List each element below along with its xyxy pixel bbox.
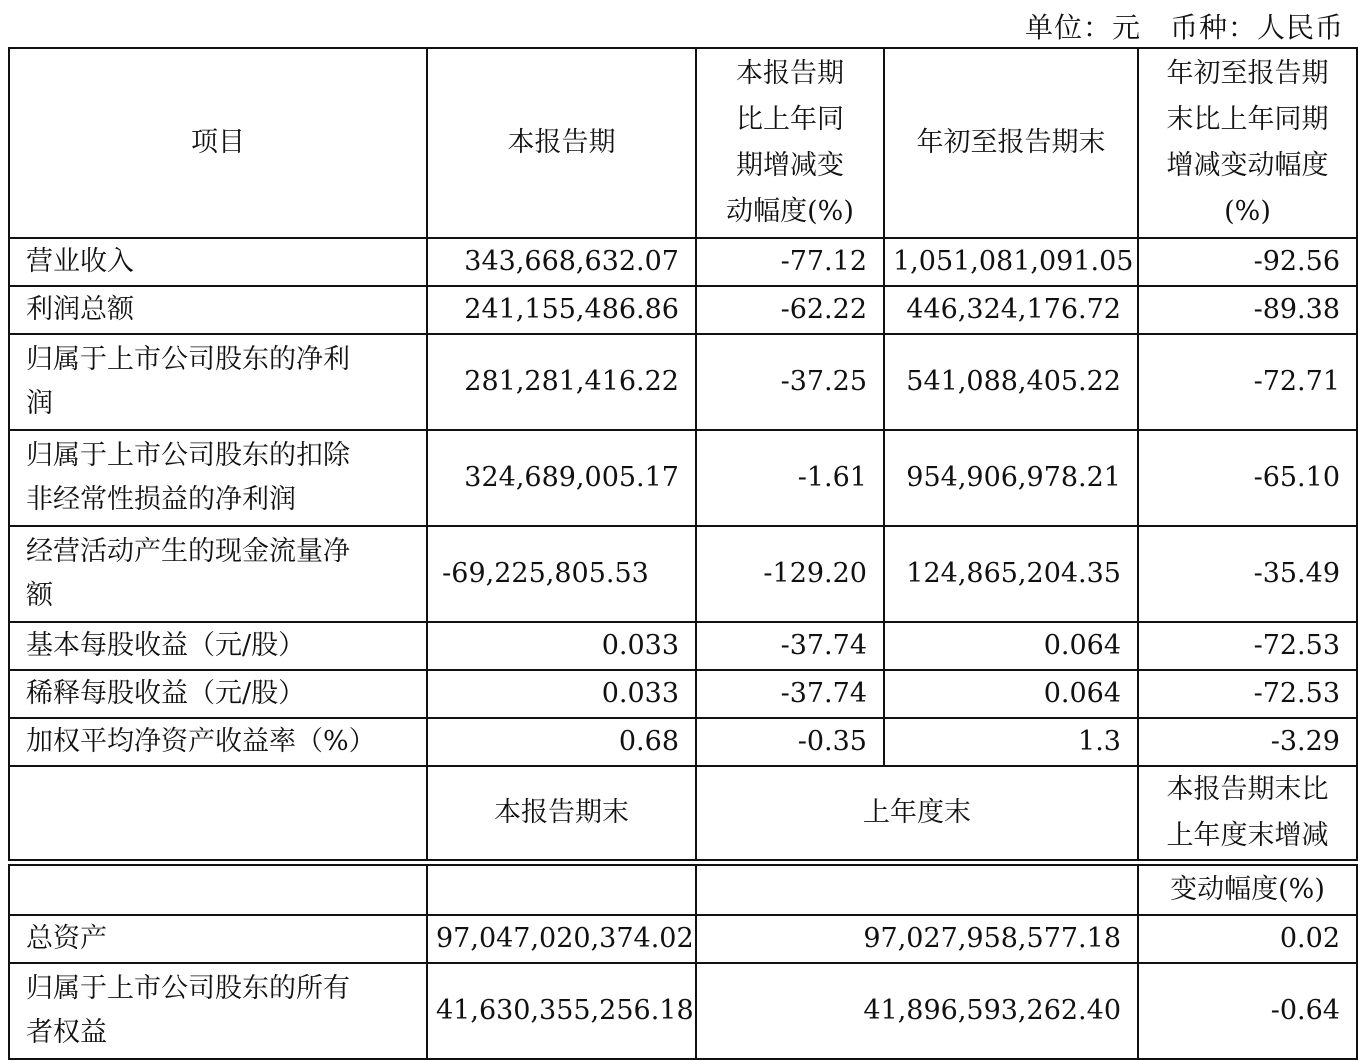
row-current-value: 0.033 [427, 670, 696, 718]
table-row [9, 526, 1357, 622]
table-row [9, 915, 1357, 963]
table-row [9, 286, 1357, 334]
row-yoy-value: -77.12 [696, 238, 884, 286]
balance-header-empty-cell [696, 865, 1138, 915]
balance-header-change-bottom: 变动幅度(%) [1138, 865, 1357, 915]
balance-header-continuation-row [9, 865, 1357, 915]
row-current-value: 0.033 [427, 622, 696, 670]
balance-row-item-label: 总资产 [9, 915, 427, 963]
row-item-label: 稀释每股收益（元/股） [9, 670, 427, 718]
row-current-value: 343,668,632.07 [427, 238, 696, 286]
row-item-label: 经营活动产生的现金流量净 额 [9, 526, 427, 622]
table-row [9, 670, 1357, 718]
balance-header-change-top: 本报告期末比 上年度末增减 [1138, 766, 1357, 860]
balance-row-prior-year-end-value: 41,896,593,262.40 [696, 963, 1138, 1059]
balance-sheet-table [8, 864, 1358, 1060]
balance-row-change-value: 0.02 [1138, 915, 1357, 963]
row-ytd-change-value: -72.53 [1138, 670, 1357, 718]
row-ytd-change-value: -92.56 [1138, 238, 1357, 286]
row-ytd-change-value: -35.49 [1138, 526, 1357, 622]
balance-header-empty-cell [9, 766, 427, 860]
row-item-label: 归属于上市公司股东的净利 润 [9, 334, 427, 430]
header-ytd-change: 年初至报告期 末比上年同期 增减变动幅度 (%) [1138, 48, 1357, 238]
balance-header-empty-cell [427, 865, 696, 915]
balance-header-empty-cell [9, 865, 427, 915]
financial-data-table [8, 47, 1358, 861]
row-yoy-value: -0.35 [696, 718, 884, 766]
unit-currency-note: 单位：元 币种：人民币 [1024, 11, 1344, 44]
header-yoy-change: 本报告期 比上年同 期增减变 动幅度(%) [696, 48, 884, 238]
row-yoy-value: -37.74 [696, 622, 884, 670]
row-item-label: 基本每股收益（元/股） [9, 622, 427, 670]
row-yoy-value: -37.74 [696, 670, 884, 718]
table-row [9, 963, 1357, 1059]
row-ytd-change-value: -72.53 [1138, 622, 1357, 670]
row-ytd-value: 1.3 [884, 718, 1138, 766]
table-header-row [9, 48, 1357, 238]
balance-row-prior-year-end-value: 97,027,958,577.18 [696, 915, 1138, 963]
row-ytd-change-value: -72.71 [1138, 334, 1357, 430]
header-ytd: 年初至报告期末 [884, 48, 1138, 238]
table-row [9, 622, 1357, 670]
row-current-value: 241,155,486.86 [427, 286, 696, 334]
row-yoy-value: -37.25 [696, 334, 884, 430]
row-yoy-value: -1.61 [696, 430, 884, 526]
row-ytd-change-value: -3.29 [1138, 718, 1357, 766]
row-ytd-change-value: -89.38 [1138, 286, 1357, 334]
row-current-value: 0.68 [427, 718, 696, 766]
table-row [9, 718, 1357, 766]
row-yoy-value: -62.22 [696, 286, 884, 334]
balance-header-row [9, 766, 1357, 860]
row-ytd-change-value: -65.10 [1138, 430, 1357, 526]
row-ytd-value: 124,865,204.35 [884, 526, 1138, 622]
row-ytd-value: 0.064 [884, 622, 1138, 670]
row-yoy-value: -129.20 [696, 526, 884, 622]
table-row [9, 238, 1357, 286]
row-ytd-value: 1,051,081,091.05 [884, 238, 1138, 286]
balance-row-change-value: -0.64 [1138, 963, 1357, 1059]
balance-row-item-label: 归属于上市公司股东的所有 者权益 [9, 963, 427, 1059]
header-item: 项目 [9, 48, 427, 238]
balance-row-period-end-value: 97,047,020,374.02 [427, 915, 696, 963]
row-item-label: 加权平均净资产收益率（%） [9, 718, 427, 766]
balance-header-period-end: 本报告期末 [427, 766, 696, 860]
row-current-value: -69,225,805.53 [427, 526, 696, 622]
row-current-value: 324,689,005.17 [427, 430, 696, 526]
row-ytd-value: 0.064 [884, 670, 1138, 718]
header-current-period: 本报告期 [427, 48, 696, 238]
row-ytd-value: 954,906,978.21 [884, 430, 1138, 526]
table-row [9, 334, 1357, 430]
balance-row-period-end-value: 41,630,355,256.18 [427, 963, 696, 1059]
row-current-value: 281,281,416.22 [427, 334, 696, 430]
row-ytd-value: 541,088,405.22 [884, 334, 1138, 430]
row-ytd-value: 446,324,176.72 [884, 286, 1138, 334]
balance-header-prior-year-end: 上年度末 [696, 766, 1138, 860]
row-item-label: 归属于上市公司股东的扣除 非经常性损益的净利润 [9, 430, 427, 526]
row-item-label: 利润总额 [9, 286, 427, 334]
table-row [9, 430, 1357, 526]
row-item-label: 营业收入 [9, 238, 427, 286]
